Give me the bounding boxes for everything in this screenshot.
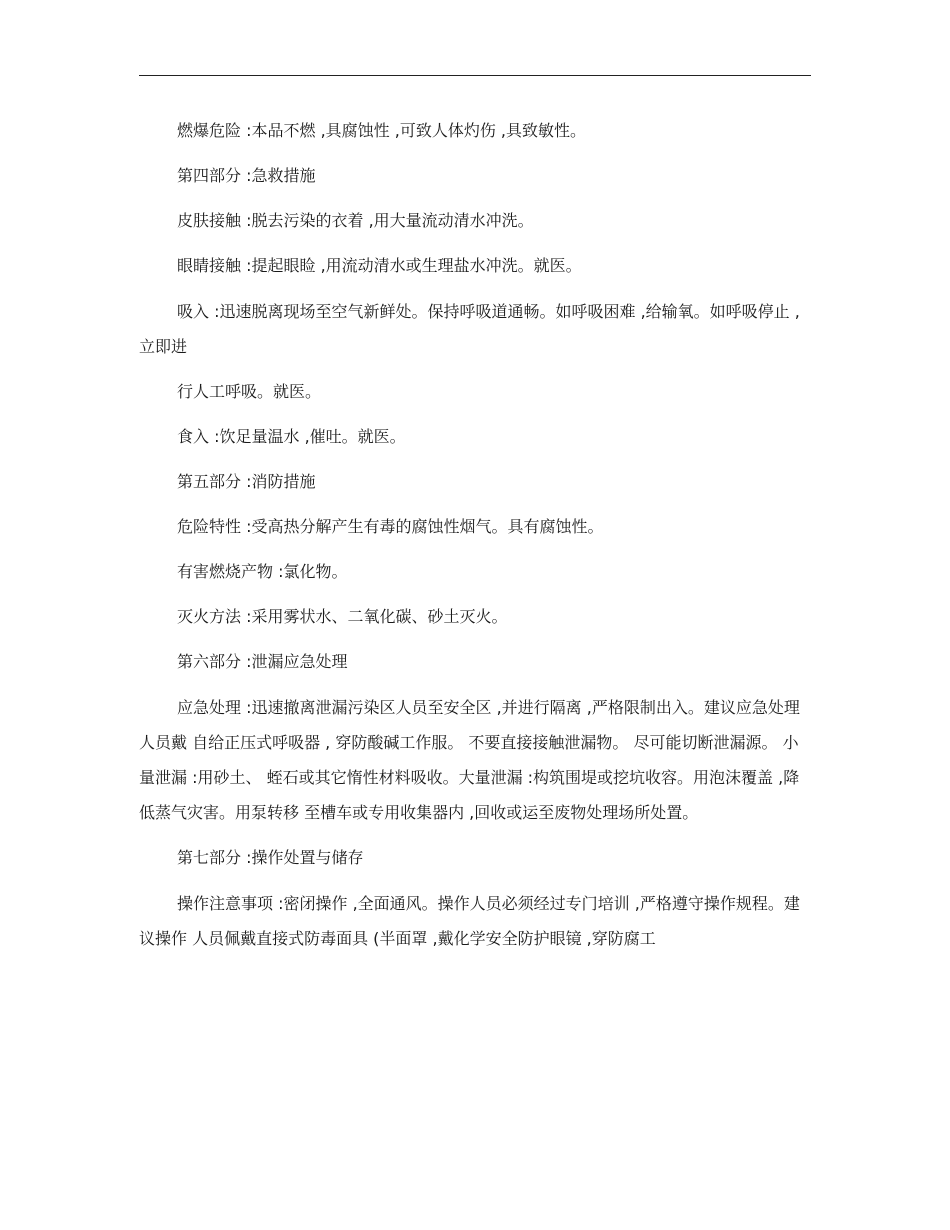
- paragraph-emergency-treatment: 应急处理 :迅速撤离泄漏污染区人员至安全区 ,并进行隔离 ,严格限制出入。建议应急处理人员戴 自给正压式呼吸器 , 穿防酸碱工作服。 不要直接接触泄漏物。 尽可能切断泄漏源。 小量泄漏 :用砂土、 蛭石或其它惰性材料吸收。大量泄漏 :构筑围堤或挖坑收容。用泡沫覆盖 ,降低蒸气灾害。用泵转移 至槽车或专用收集器内 ,回收或运至废物处理场所处置。: [139, 698, 800, 822]
- paragraph-fire-explosion-hazard: 燃爆危险 :本品不燃 ,具腐蚀性 ,可致人体灼伤 ,具致敏性。: [177, 121, 586, 140]
- section-heading-fire-fighting: 第五部分 :消防措施: [177, 472, 316, 491]
- section-heading-handling-storage: 第七部分 :操作处置与储存: [177, 848, 364, 867]
- paragraph-combustion-products: 有害燃烧产物 :氯化物。: [177, 562, 348, 581]
- paragraph-inhalation: 吸入 :迅速脱离现场至空气新鲜处。保持呼吸道通畅。如呼吸困难 ,给输氧。如呼吸停止 ,立即进: [139, 302, 800, 356]
- section-heading-accidental-release: 第六部分 :泄漏应急处理: [177, 652, 348, 671]
- paragraph-eye-contact: 眼睛接触 :提起眼睑 ,用流动清水或生理盐水冲洗。就医。: [177, 256, 582, 275]
- paragraph-artificial-respiration: 行人工呼吸。就医。: [177, 382, 322, 401]
- paragraph-skin-contact: 皮肤接触 :脱去污染的衣着 ,用大量流动清水冲洗。: [177, 211, 534, 230]
- paragraph-ingestion: 食入 :饮足量温水 ,催吐。就医。: [177, 427, 406, 446]
- paragraph-extinguishing-methods: 灭火方法 :采用雾状水、二氧化碳、砂土灭火。: [177, 607, 508, 626]
- document-body: [139, 122, 811, 975]
- section-heading-first-aid: 第四部分 :急救措施: [177, 166, 316, 185]
- paragraph-handling-precautions: 操作注意事项 :密闭操作 ,全面通风。操作人员必须经过专门培训 ,严格遵守操作规程。建议操作 人员佩戴直接式防毒面具 (半面罩 ,戴化学安全防护眼镜 ,穿防腐工: [139, 894, 800, 948]
- header-rule: [139, 75, 811, 76]
- paragraph-hazard-characteristics: 危险特性 :受高热分解产生有毒的腐蚀性烟气。具有腐蚀性。: [177, 517, 604, 536]
